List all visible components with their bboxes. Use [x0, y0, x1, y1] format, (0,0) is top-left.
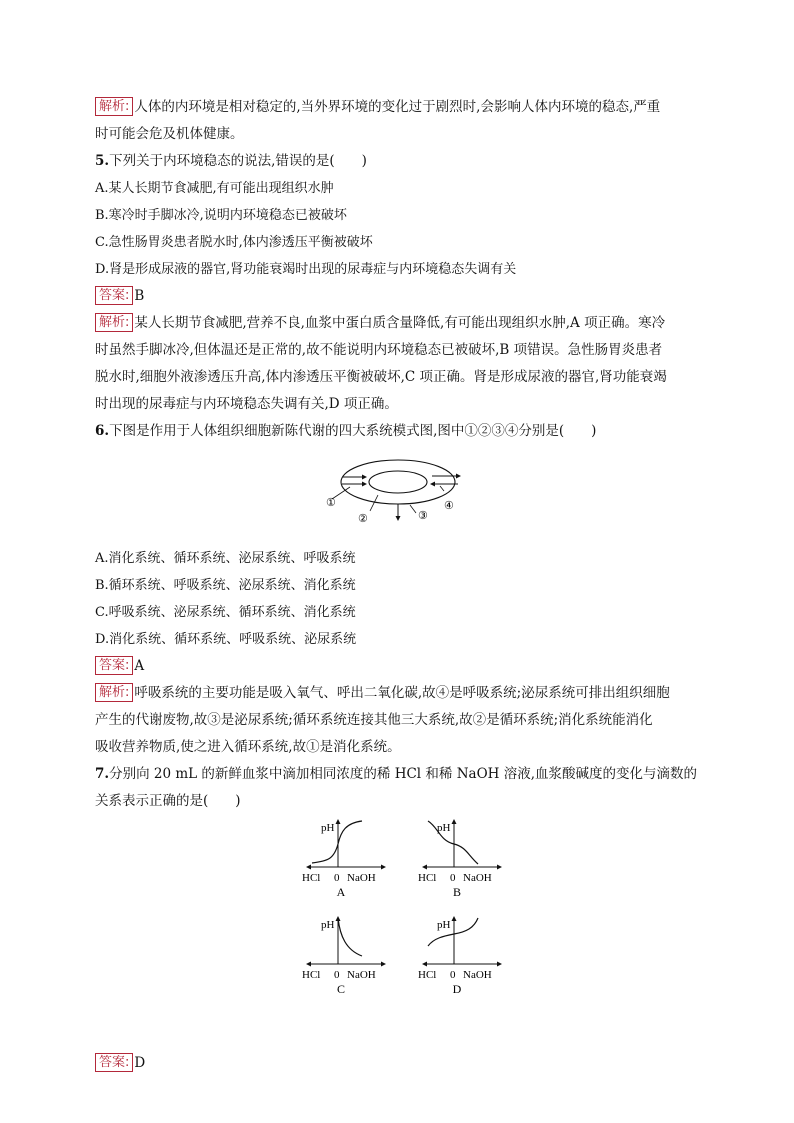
- analysis-text: 时虽然手脚冰冷,但体温还是正常的,故不能说明内环境稳态已被破坏,B 项错误。急性肠胃炎患者: [95, 342, 663, 358]
- analysis-text: 产生的代谢废物,故③是泌尿系统;循环系统连接其他三大系统,故②是循环系统;消化系统能消化: [95, 712, 653, 728]
- analysis-text: 时出现的尿毒症与内环境稳态失调有关,D 项正确。: [95, 396, 398, 412]
- option-item: A.消化系统、循环系统、泌尿系统、呼吸系统: [95, 551, 356, 566]
- question-stem: [95, 148, 705, 175]
- answer-line: [95, 653, 705, 680]
- analysis-text: 某人长期节食减肥,营养不良,血浆中蛋白质含量降低,有可能出现组织水肿,A 项正确。寒冷: [134, 315, 666, 331]
- answer-line: [95, 1050, 705, 1077]
- x-axis-right-label: NaOH: [463, 969, 492, 981]
- analysis-tag: 解析:: [95, 683, 133, 702]
- outer-vessel-ring: [341, 460, 455, 504]
- analysis-line: [95, 391, 705, 418]
- ph-graph-a: [302, 815, 392, 899]
- analysis-tag: 解析:: [95, 313, 133, 332]
- arrow-icon: [422, 962, 427, 967]
- x-axis-left-label: HCl: [302, 969, 321, 981]
- arrow-icon: [306, 865, 311, 870]
- analysis-text: 脱水时,细胞外液渗透压升高,体内渗透压平衡被破坏,C 项正确。肾是形成尿液的器官,肾功能衰竭: [95, 369, 667, 385]
- ph-curve: [312, 821, 362, 863]
- y-axis-label: pH: [437, 919, 451, 931]
- four-systems-diagram: [320, 455, 470, 527]
- answer-tag: 答案:: [95, 1053, 133, 1072]
- arrow-icon: [456, 474, 461, 479]
- label-4: ④: [444, 500, 454, 512]
- x-axis-left-label: HCl: [418, 969, 437, 981]
- question-text: 分别向 20 mL 的新鲜血浆中滴加相同浓度的稀 HCl 和稀 NaOH 溶液,血浆酸碱度的变化与滴数的: [109, 766, 697, 782]
- label-2: ②: [358, 513, 368, 525]
- arrow-icon: [422, 865, 427, 870]
- x-axis-right-label: NaOH: [463, 872, 492, 884]
- question-number: 6.: [95, 423, 110, 439]
- analysis-line: [95, 680, 705, 707]
- question-number: 5.: [95, 153, 110, 169]
- arrow-icon: [430, 482, 435, 487]
- option-item: B.寒冷时手脚冰冷,说明内环境稳态已被破坏: [95, 208, 347, 223]
- x-axis-right-label: NaOH: [347, 872, 376, 884]
- answer-value: D: [134, 1055, 146, 1071]
- analysis-tag: 解析:: [95, 97, 133, 116]
- question-text: 下图是作用于人体组织细胞新陈代谢的四大系统模式图,图中①②③④分别是( ): [109, 423, 597, 439]
- panel-letter: A: [336, 885, 346, 899]
- question-stem: [95, 418, 705, 445]
- analysis-line: [95, 121, 705, 148]
- ph-curve: [428, 918, 478, 946]
- arrow-icon: [396, 516, 401, 521]
- arrow-icon: [497, 962, 502, 967]
- ph-graph-d: [418, 912, 508, 996]
- x-axis-zero-label: 0: [334, 872, 340, 884]
- question-text: 下列关于内环境稳态的说法,错误的是( ): [109, 153, 367, 169]
- answer-tag: 答案:: [95, 286, 133, 305]
- label-3: ③: [418, 510, 428, 522]
- answer-line: [95, 283, 705, 310]
- panel-letter: D: [452, 982, 462, 996]
- answer-value: A: [134, 658, 145, 674]
- arrow-icon: [452, 819, 457, 824]
- x-axis-zero-label: 0: [450, 872, 456, 884]
- analysis-line: [95, 337, 705, 364]
- arrow-icon: [362, 482, 367, 487]
- ph-graph-b: [418, 815, 508, 899]
- y-axis-label: pH: [437, 822, 451, 834]
- analysis-line: [95, 707, 705, 734]
- panel-letter: B: [452, 885, 462, 899]
- analysis-text: 时可能会危及机体健康。: [95, 126, 244, 142]
- x-axis-zero-label: 0: [450, 969, 456, 981]
- analysis-line: [95, 310, 705, 337]
- question-number: 7.: [95, 766, 110, 782]
- panel-letter: C: [336, 982, 346, 996]
- figure-space: [95, 815, 705, 1050]
- arrow-icon: [336, 819, 341, 824]
- option-item: A.某人长期节食减肥,有可能出现组织水肿: [95, 181, 334, 196]
- arrow-icon: [497, 865, 502, 870]
- y-axis-label: pH: [321, 822, 335, 834]
- ph-curve: [338, 918, 362, 956]
- x-axis-left-label: HCl: [302, 872, 321, 884]
- question-stem: [95, 788, 705, 815]
- ph-graph-c: [302, 912, 392, 996]
- answer-value: B: [134, 288, 145, 304]
- y-axis-label: pH: [321, 919, 335, 931]
- answer-tag: 答案:: [95, 656, 133, 675]
- question-stem: [95, 761, 705, 788]
- analysis-line: [95, 94, 705, 121]
- arrow-icon: [452, 916, 457, 921]
- document-body: [95, 94, 705, 1077]
- arrow-icon: [306, 962, 311, 967]
- label-1: ①: [326, 497, 336, 509]
- x-axis-left-label: HCl: [418, 872, 437, 884]
- option-item: C.急性肠胃炎患者脱水时,体内渗透压平衡被破坏: [95, 235, 373, 250]
- option-item: B.循环系统、呼吸系统、泌尿系统、消化系统: [95, 578, 356, 593]
- option-item: D.消化系统、循环系统、呼吸系统、泌尿系统: [95, 632, 357, 647]
- analysis-line: [95, 364, 705, 391]
- option-item: D.肾是形成尿液的器官,肾功能衰竭时出现的尿毒症与内环境稳态失调有关: [95, 262, 517, 277]
- analysis-text: 吸收营养物质,使之进入循环系统,故①是消化系统。: [95, 739, 401, 755]
- analysis-text: 人体的内环境是相对稳定的,当外界环境的变化过于剧烈时,会影响人体内环境的稳态,严重: [134, 99, 661, 115]
- arrow-icon: [381, 865, 386, 870]
- arrow-icon: [362, 475, 367, 480]
- inner-vessel-ring: [369, 471, 427, 493]
- analysis-text: 呼吸系统的主要功能是吸入氧气、呼出二氧化碳,故④是呼吸系统;泌尿系统可排出组织细胞: [134, 685, 670, 701]
- option-item: C.呼吸系统、泌尿系统、循环系统、消化系统: [95, 605, 356, 620]
- question-text: 关系表示正确的是( ): [95, 793, 241, 809]
- ph-curve: [428, 821, 478, 864]
- x-axis-right-label: NaOH: [347, 969, 376, 981]
- analysis-line: [95, 734, 705, 761]
- arrow-icon: [381, 962, 386, 967]
- x-axis-zero-label: 0: [334, 969, 340, 981]
